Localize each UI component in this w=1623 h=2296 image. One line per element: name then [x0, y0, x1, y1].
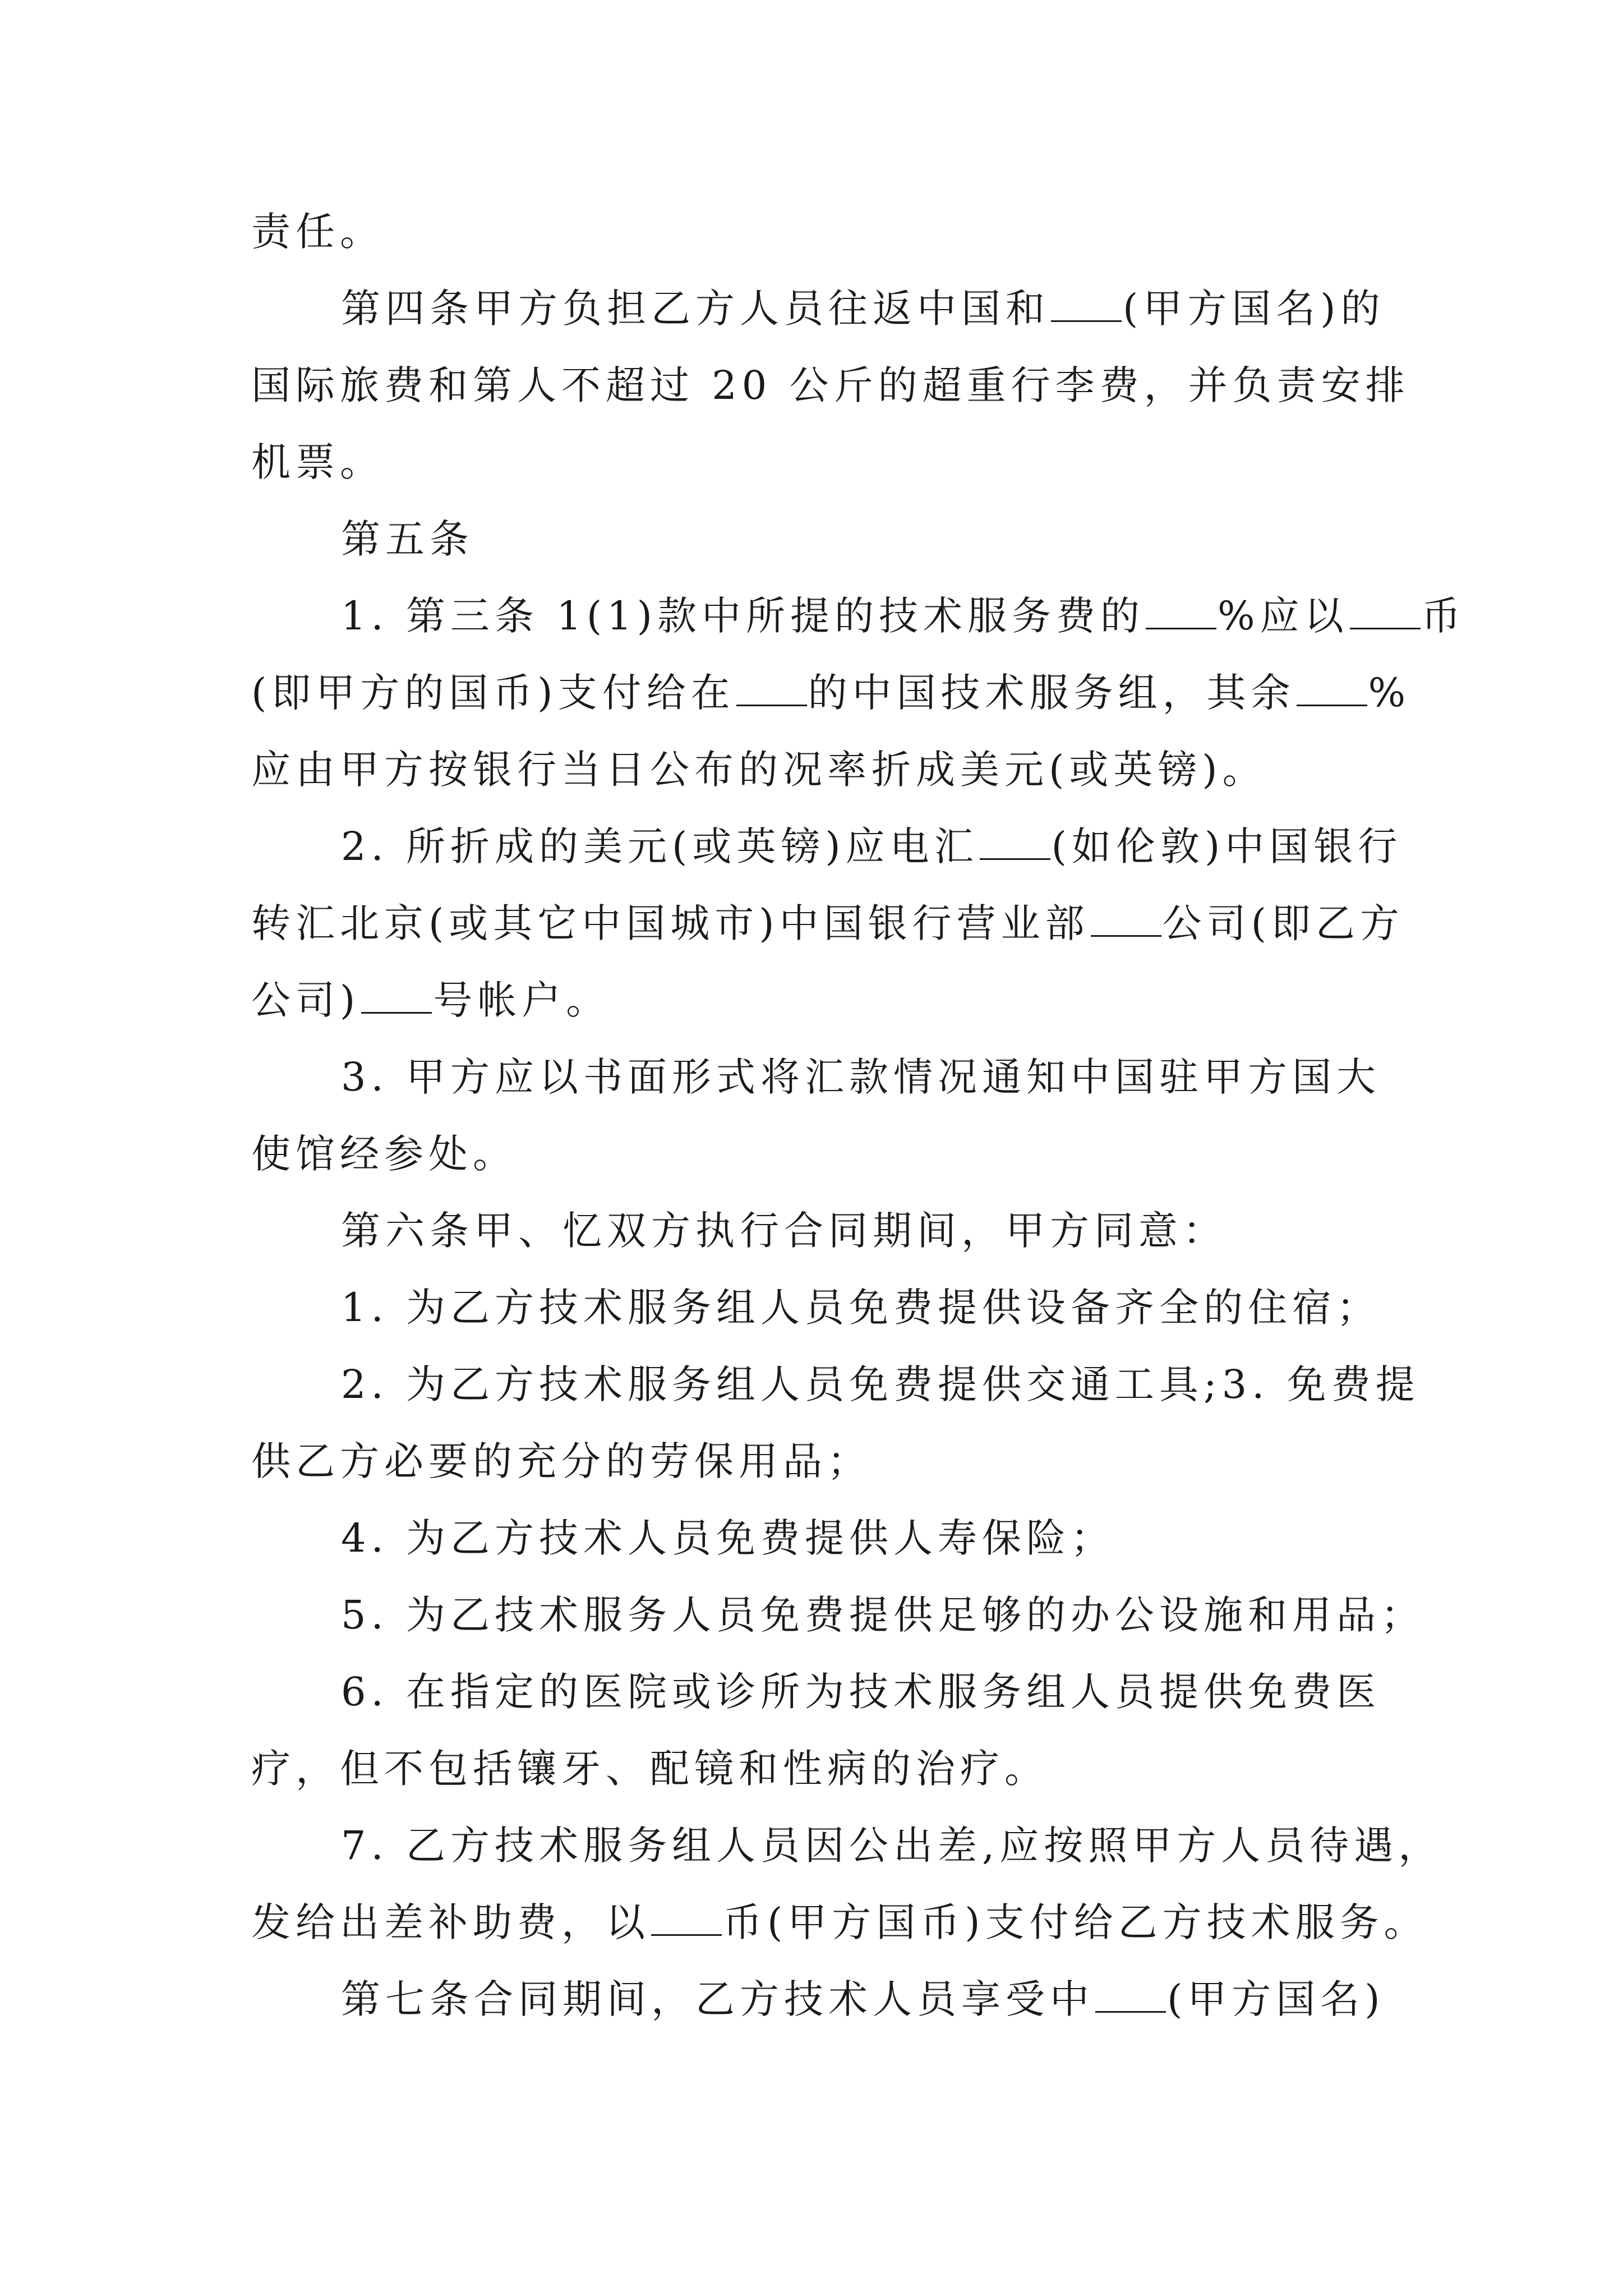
text-segment: 第六条甲、忆双方执行合同期间，甲方同意：: [341, 1208, 1227, 1254]
text-line: [251, 885, 1404, 962]
text-segment: (如伦敦)中国银行: [1051, 823, 1403, 869]
text-line: [251, 655, 1411, 731]
text-segment: %: [1368, 670, 1411, 716]
text-segment: 4. 为乙方技术人员免费提供人寿保险；: [341, 1515, 1115, 1561]
text-segment: 2. 为乙方技术服务组人员免费提供交通工具;3. 免费提: [341, 1361, 1420, 1407]
text-line: [251, 194, 1391, 270]
fill-in-blank: [361, 979, 432, 1014]
text-segment: 6. 在指定的医院或诊所为技术服务组人员提供免费医: [341, 1669, 1381, 1715]
fill-in-blank: [651, 1902, 722, 1936]
text-segment: 发给出差补助费，以: [251, 1899, 650, 1945]
text-line: [251, 1500, 1391, 1577]
text-segment: 机票。: [251, 439, 384, 485]
text-line: [251, 501, 1391, 578]
fill-in-blank: [1095, 1978, 1166, 2013]
fill-in-blank: [1051, 288, 1122, 322]
text-line: [251, 1884, 1428, 1961]
text-segment: 2. 所折成的美元(或英镑)应电汇: [341, 823, 979, 869]
text-line: [251, 1116, 1391, 1193]
text-line: [251, 808, 1403, 885]
text-segment: %应以: [1217, 593, 1349, 639]
text-segment: 使馆经参处。: [251, 1131, 517, 1177]
text-line: [251, 1346, 1420, 1423]
text-segment: 公司): [251, 977, 361, 1023]
text-segment: 疗，但不包括镶牙、配镜和性病的治疗。: [251, 1746, 1049, 1792]
text-line: [251, 1577, 1426, 1654]
fill-in-blank: [980, 826, 1050, 860]
text-segment: (即甲方的国币)支付给在: [251, 670, 735, 716]
text-segment: 国际旅费和第人不超过 20 公斤的超重行李费，并负责安排: [251, 362, 1410, 408]
text-segment: 的中国技术服务组，其余: [808, 670, 1295, 716]
text-line: [251, 270, 1391, 347]
text-segment: 应由甲方按银行当日公布的况率折成美元(或英镑)。: [251, 747, 1267, 793]
text-line: [251, 1961, 1391, 2038]
fill-in-blank: [1146, 595, 1216, 629]
document-body: [251, 194, 1466, 2038]
text-segment: 3. 甲方应以书面形式将汇款情况通知中国驻甲方国大: [341, 1054, 1381, 1100]
text-segment: 币: [1421, 593, 1466, 639]
text-line: [251, 1654, 1391, 1731]
fill-in-blank: [1297, 672, 1367, 706]
text-line: [251, 1039, 1391, 1116]
text-segment: 1. 第三条 1(1)款中所提的技术服务费的: [341, 593, 1145, 639]
text-line: [251, 1731, 1391, 1807]
text-segment: (甲方国名): [1167, 1976, 1385, 2022]
fill-in-blank: [1350, 595, 1421, 629]
text-line: [251, 962, 1391, 1039]
text-line: [251, 424, 1391, 501]
text-segment: 1. 为乙方技术服务组人员免费提供设备齐全的住宿；: [341, 1285, 1381, 1331]
text-line: [251, 1423, 1391, 1500]
text-line: [251, 1807, 1443, 1884]
text-line: [251, 578, 1466, 655]
text-segment: 号帐户。: [433, 977, 611, 1023]
text-segment: 供乙方必要的充分的劳保用品；: [251, 1438, 872, 1484]
text-line: [251, 731, 1391, 808]
text-line: [251, 1193, 1391, 1269]
text-line: [251, 1269, 1391, 1346]
fill-in-blank: [1091, 903, 1161, 937]
text-segment: 转汇北京(或其它中国城市)中国银行营业部: [251, 900, 1090, 946]
fill-in-blank: [736, 672, 807, 706]
text-line: [251, 347, 1410, 424]
text-segment: 公司(即乙方: [1162, 900, 1404, 946]
text-segment: 币(甲方国币)支付给乙方技术服务。: [723, 1899, 1428, 1945]
text-segment: 5. 为乙技术服务人员免费提供足够的办公设施和用品；: [341, 1592, 1426, 1638]
text-segment: 7. 乙方技术服务组人员因公出差,应按照甲方人员待遇，: [341, 1823, 1443, 1869]
text-segment: 第四条甲方负担乙方人员往返中国和: [341, 286, 1050, 332]
text-segment: 第五条: [341, 516, 474, 562]
text-segment: 第七条合同期间，乙方技术人员享受中: [341, 1976, 1094, 2022]
text-segment: 责任。: [251, 209, 384, 255]
text-segment: (甲方国名)的: [1123, 286, 1385, 332]
